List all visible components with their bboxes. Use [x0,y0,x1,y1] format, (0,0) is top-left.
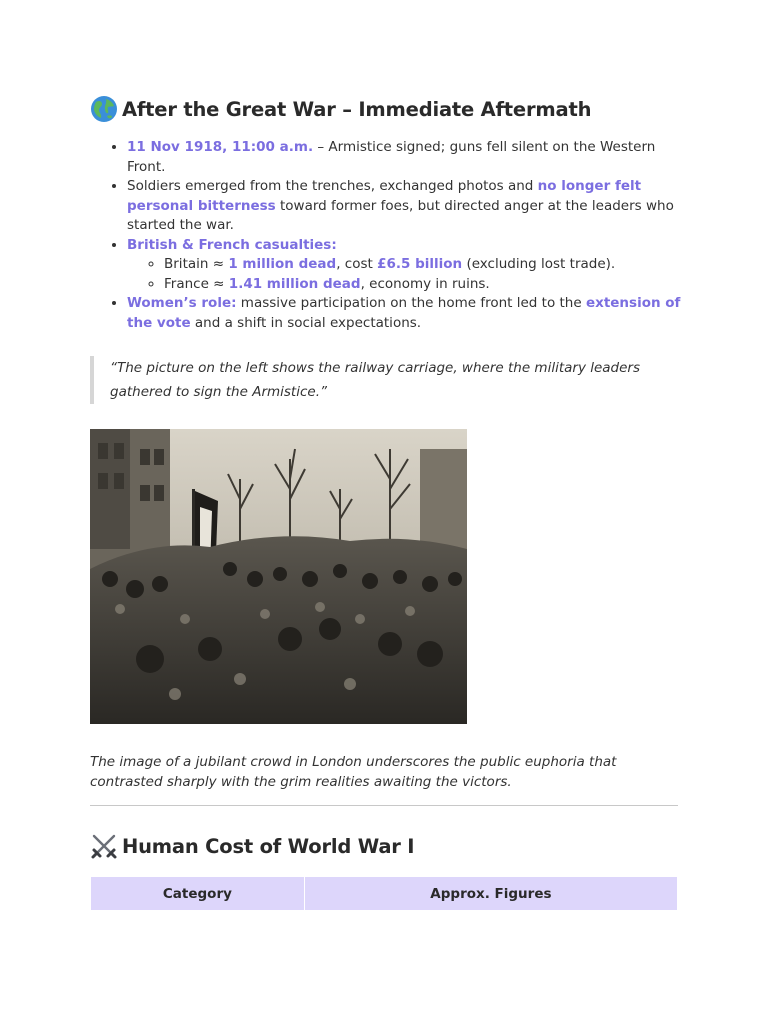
table-header-row [91,877,678,911]
highlight-text: extension of the vote [127,295,681,331]
crowd-photo-illustration [90,429,467,724]
casualties-label: British & French casualties: [127,236,337,253]
highlight-text: no longer felt personal bitterness [127,178,642,214]
sublist-item-britain [164,255,697,275]
list-item-text: and a shift in social expectations. [190,314,422,331]
list-item-text: France ≈ [164,275,229,292]
section-heading-human-cost [90,832,414,860]
sublist-item-france [164,275,697,295]
list-item-text: Britain ≈ [164,256,229,272]
column-header-category: Category [91,877,305,911]
crowd-photo [90,429,467,724]
section-heading-aftermath [90,95,591,123]
divider [90,805,678,806]
casualties-sublist [127,255,697,294]
list-item-text: , cost [336,256,378,272]
list-item [127,236,697,295]
list-item-text: , economy in ruins. [360,275,490,292]
list-item-text: massive participation on the home front led to the [236,295,586,311]
list-item-text: toward former foes, but directed anger at the leaders who started the war. [127,197,674,233]
list-item-text: Soldiers emerged from the trenches, exchanged photos and [127,178,538,194]
heading-text: After the Great War – Immediate Aftermath [122,97,592,121]
armistice-quote: “The picture on the left shows the railway carriage, where the military leaders gathered to sign the Armistice.” [90,356,678,404]
aftermath-list [90,138,697,333]
list-item [127,177,697,236]
column-header-figures: Approx. Figures [304,877,677,911]
highlight-text: 1.41 million dead [228,275,361,292]
human-cost-table [90,876,678,911]
crossed-swords-icon [90,832,118,860]
armistice-date: 11 Nov 1918, 11:00 a.m. [127,139,314,155]
womens-role-label: Women’s role: [127,295,237,311]
list-item-text: – Armistice signed; guns fell silent on the Western Front. [127,139,656,175]
list-item-text: (excluding lost trade). [462,256,616,272]
list-item [127,138,697,177]
photo-caption: The image of a jubilant crowd in London underscores the public euphoria that contrasted sharply with the grim realities awaiting the victors. [90,754,617,790]
highlight-text: 1 million dead [228,256,337,272]
heading-text: Human Cost of World War I [122,834,415,858]
globe-icon [90,95,118,123]
highlight-text: £6.5 billion [377,256,463,272]
list-item [127,294,697,333]
